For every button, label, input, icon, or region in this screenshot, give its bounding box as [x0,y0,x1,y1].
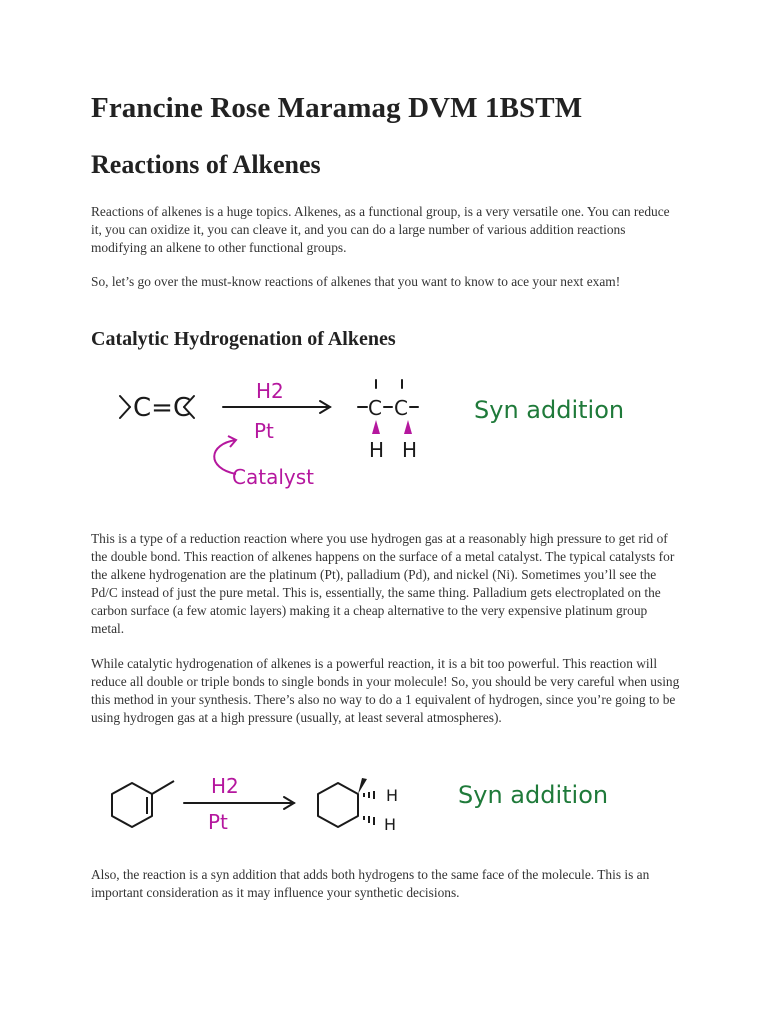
syn-paragraph: Also, the reaction is a syn addition that adds both hydrogens to the same face of the molecule. This is an important consideration as it may influence your synthetic decisions. [91,867,650,900]
product-h-bottom: H [384,815,397,834]
document-title: Francine Rose Maramag DVM 1BSTM [91,92,583,124]
syn-addition-note-2: Syn addition [458,781,609,809]
alkane-product [358,380,418,407]
reagent-h2: H2 [256,379,284,403]
product-h-left: H [369,438,385,462]
reaction-figure-1 [108,372,648,497]
carbon-left: C [368,396,382,420]
reagent-pt: Pt [254,419,274,443]
carbon-right: C [394,396,408,420]
reaction-arrow-2 [184,797,294,809]
lead-paragraph: So, let’s go over the must-know reactions of alkenes that you want to know to ace your next exam! [91,274,621,289]
reagent-pt-2: Pt [208,810,228,834]
product-h-top: H [386,786,399,805]
reduction-paragraph: This is a type of a reduction reaction where you use hydrogen gas at a reasonably high pressure to get rid of the double bond. This reaction of alkenes happens on the surface of a metal catalyst. The typical catalysts for the alkene hydrogenation are the platinum (Pt), palladium (Pd), and nickel (Ni). Sometimes you’ll see the Pd/C instead of just the pure metal. This is, essentially, the same thing. Palladium gets electroplated on the carbon surface (a few atomic layers) making it a cheap alternative to the very expensive platinum group metal. [91,531,675,636]
syn-addition-note-1: Syn addition [474,396,625,424]
methyl-wedge [358,778,367,794]
wedge-right [404,420,412,434]
section-heading: Catalytic Hydrogenation of Alkenes [91,328,396,350]
powerful-paragraph: While catalytic hydrogenation of alkenes is a powerful reaction, it is a bit too powerful. This reaction will reduce all double or triple bonds to single bonds in your molecule! So, you should be very careful when using this method in your synthesis. There’s also no way to do a 1 equivalent of hydrogen, since you’re going to be using hydrogen gas at a high pressure (usually, at least several atmospheres). [91,656,680,725]
product-h-right: H [402,438,418,462]
page-heading: Reactions of Alkenes [91,150,321,179]
methylcyclohexane-product [318,783,358,827]
reagent-h2-2: H2 [211,774,239,798]
catalyst-label: Catalyst [232,465,314,489]
intro-paragraph: Reactions of alkenes is a huge topics. Alkenes, as a functional group, is a very versatile one. You can reduce it, you can oxidize it, you can cleave it, and you can do a large number of various addition reactions modifying an alkene to other functional groups. [91,204,670,255]
reaction-figure-2 [104,766,624,866]
wedge-left [372,420,380,434]
methylcyclohexene-reactant [112,781,174,827]
reactant-label: C=C [133,393,192,423]
hash-bonds [364,791,374,825]
